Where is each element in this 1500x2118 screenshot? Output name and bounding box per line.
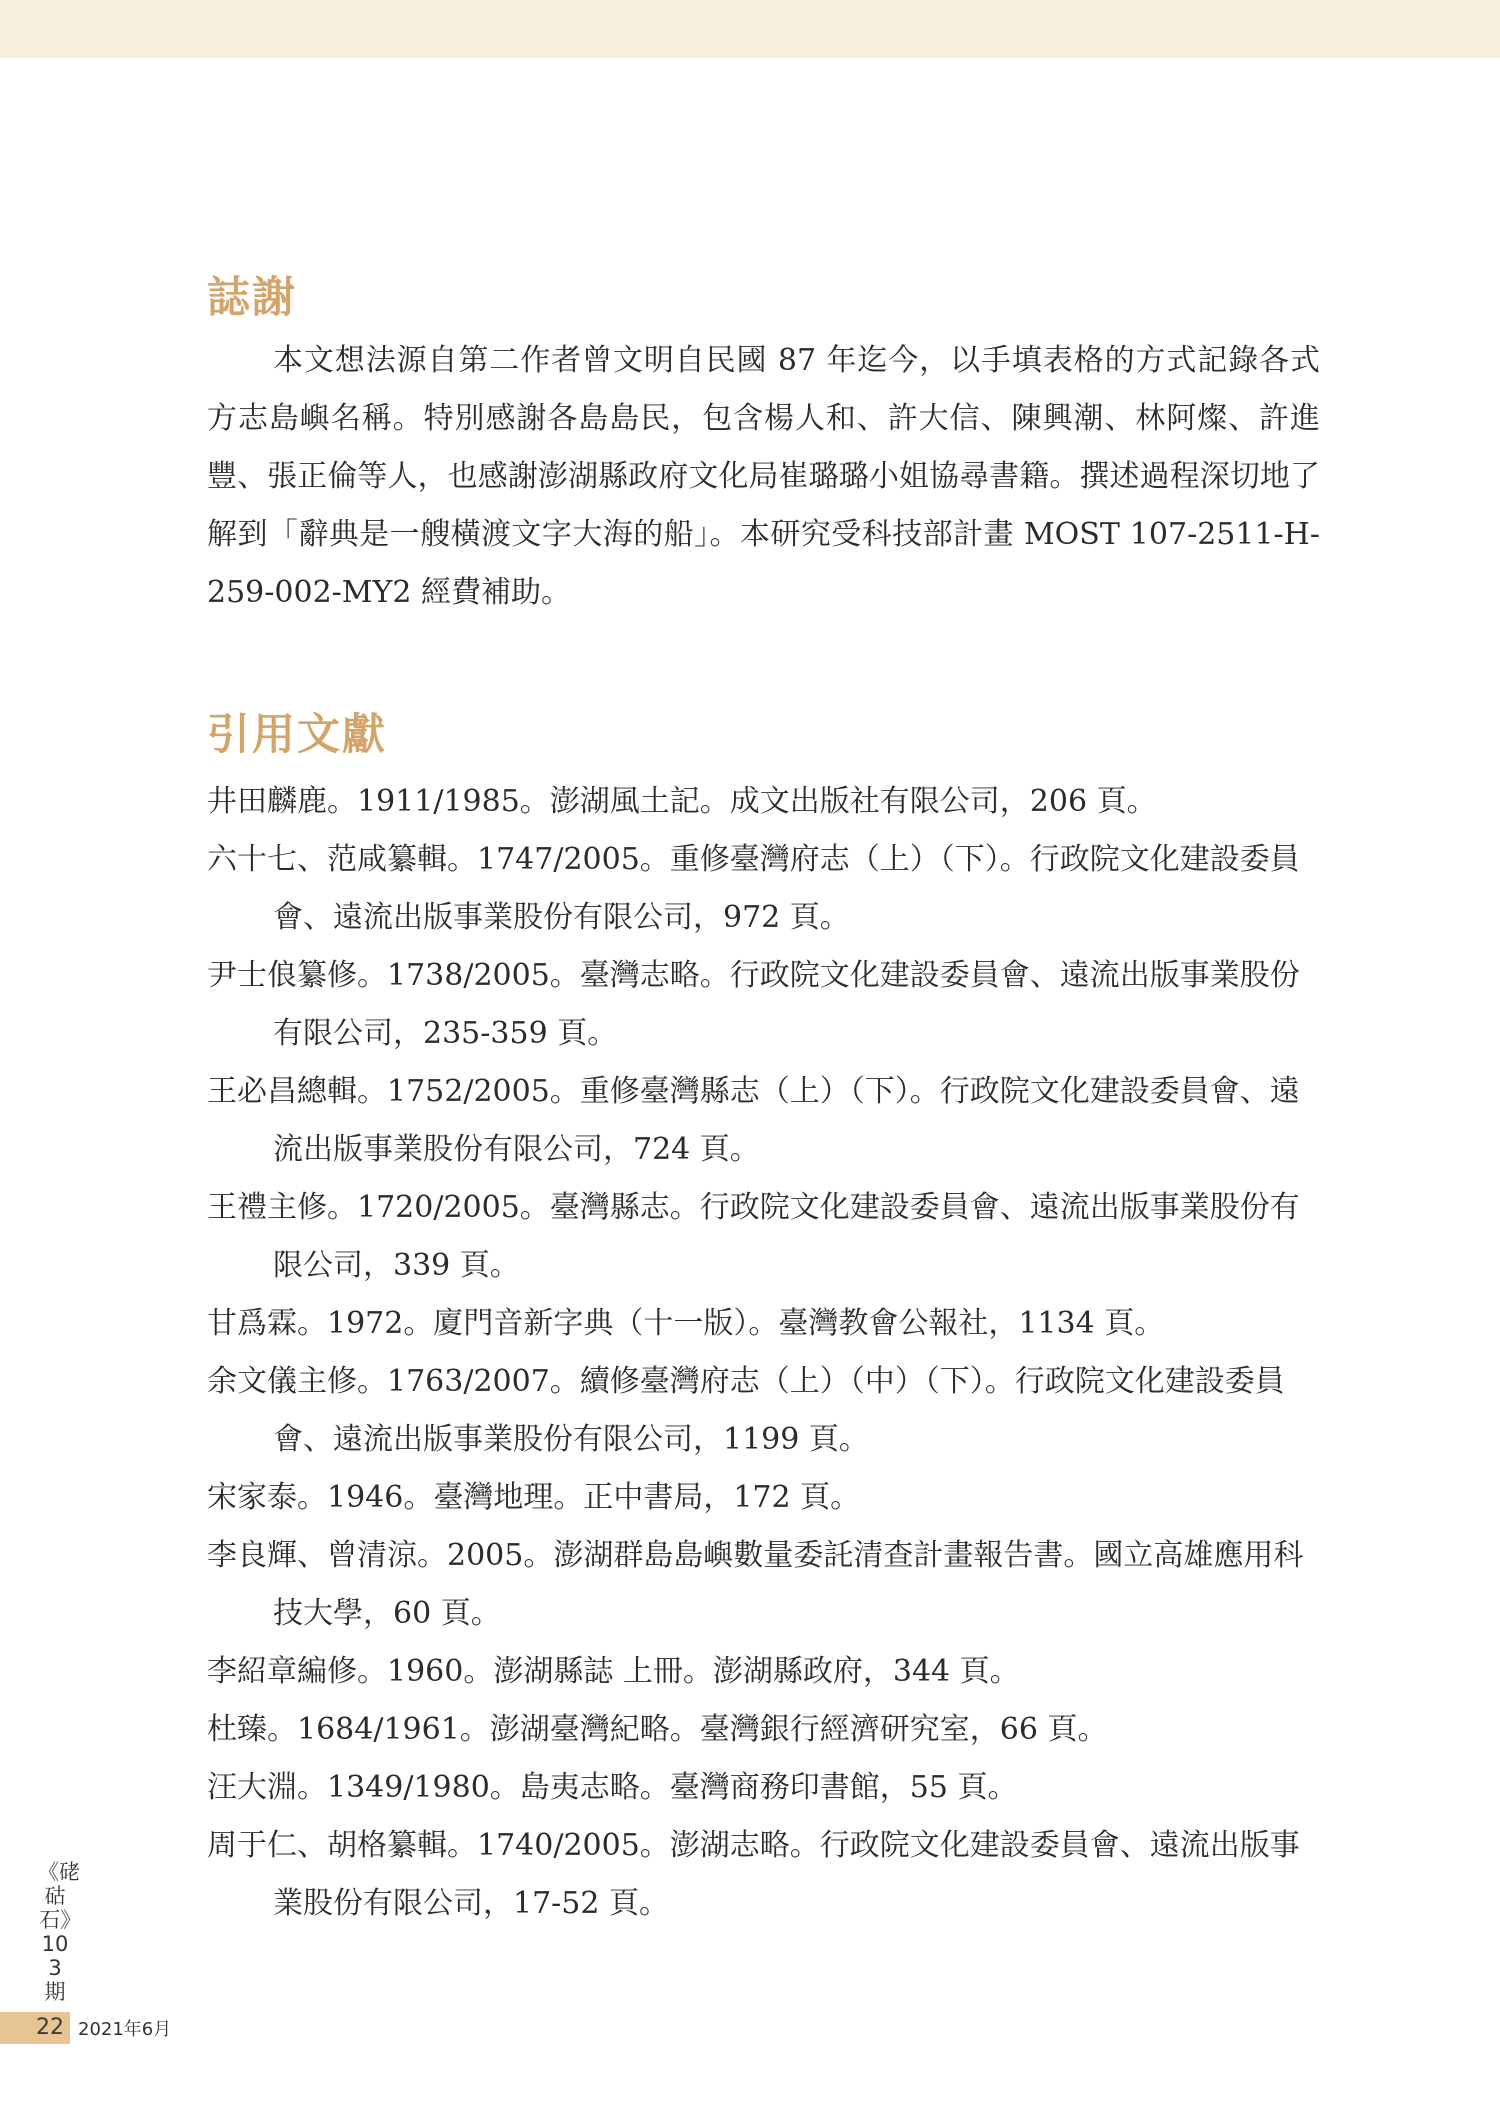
journal-side-title: 《硓𥑮石》103期	[38, 1860, 80, 2004]
acknowledgement-paragraph: 本文想法源自第二作者曾文明自民國 87 年迄今，以手填表格的方式記錄各式方志島嶼名稱。特別感謝各島島民，包含楊人和、許大信、陳興潮、林阿燦、許進豐、張正倫等人，也感謝澎湖縣政府文化局崔璐璐小姐協尋書籍。撰述過程深切地了解到「辭典是一艘橫渡文字大海的船」。本研究受科技部計畫 MOST 107-2511-H-259-002-MY2 經費補助。	[207, 343, 1320, 610]
references-heading: 引用文獻	[207, 710, 387, 760]
reference-item: 宋家泰。1946。臺灣地理。正中書局，172 頁。	[207, 1480, 861, 1515]
reference-item: 杜臻。1684/1961。澎湖臺灣紀略。臺灣銀行經濟研究室，66 頁。	[207, 1712, 1108, 1747]
reference-item: 汪大淵。1349/1980。島夷志略。臺灣商務印書館，55 頁。	[207, 1770, 1018, 1805]
reference-item: 六十七、范咸纂輯。1747/2005。重修臺灣府志（上）（下）。行政院文化建設委員會、遠流出版事業股份有限公司，972 頁。	[207, 842, 1300, 935]
reference-item: 井田麟鹿。1911/1985。澎湖風土記。成文出版社有限公司，206 頁。	[207, 784, 1157, 819]
page-number: 22	[0, 2012, 70, 2044]
reference-item: 王禮主修。1720/2005。臺灣縣志。行政院文化建設委員會、遠流出版事業股份有限公司，339 頁。	[207, 1190, 1300, 1283]
acknowledgement-heading: 誌謝	[207, 273, 297, 323]
top-color-band	[0, 0, 1500, 58]
reference-item: 余文儀主修。1763/2007。續修臺灣府志（上）（中）（下）。行政院文化建設委員會、遠流出版事業股份有限公司，1199 頁。	[207, 1364, 1285, 1457]
page-content	[207, 268, 1320, 1933]
reference-item: 甘爲霖。1972。廈門音新字典（十一版）。臺灣教會公報社，1134 頁。	[207, 1306, 1165, 1341]
reference-item: 李良輝、曾清涼。2005。澎湖群島島嶼數量委託清查計畫報告書。國立高雄應用科技大學，60 頁。	[207, 1538, 1304, 1631]
reference-item: 尹士俍纂修。1738/2005。臺灣志略。行政院文化建設委員會、遠流出版事業股份有限公司，235-359 頁。	[207, 958, 1300, 1051]
reference-item: 周于仁、胡格纂輯。1740/2005。澎湖志略。行政院文化建設委員會、遠流出版事業股份有限公司，17-52 頁。	[207, 1828, 1300, 1921]
reference-item: 李紹章編修。1960。澎湖縣誌 上冊。澎湖縣政府，344 頁。	[207, 1654, 1020, 1689]
reference-item: 王必昌總輯。1752/2005。重修臺灣縣志（上）（下）。行政院文化建設委員會、遠流出版事業股份有限公司，724 頁。	[207, 1074, 1300, 1167]
page-footer	[0, 2012, 171, 2044]
reference-list	[207, 773, 1320, 1933]
issue-date: 2021年6月	[78, 2019, 172, 2040]
